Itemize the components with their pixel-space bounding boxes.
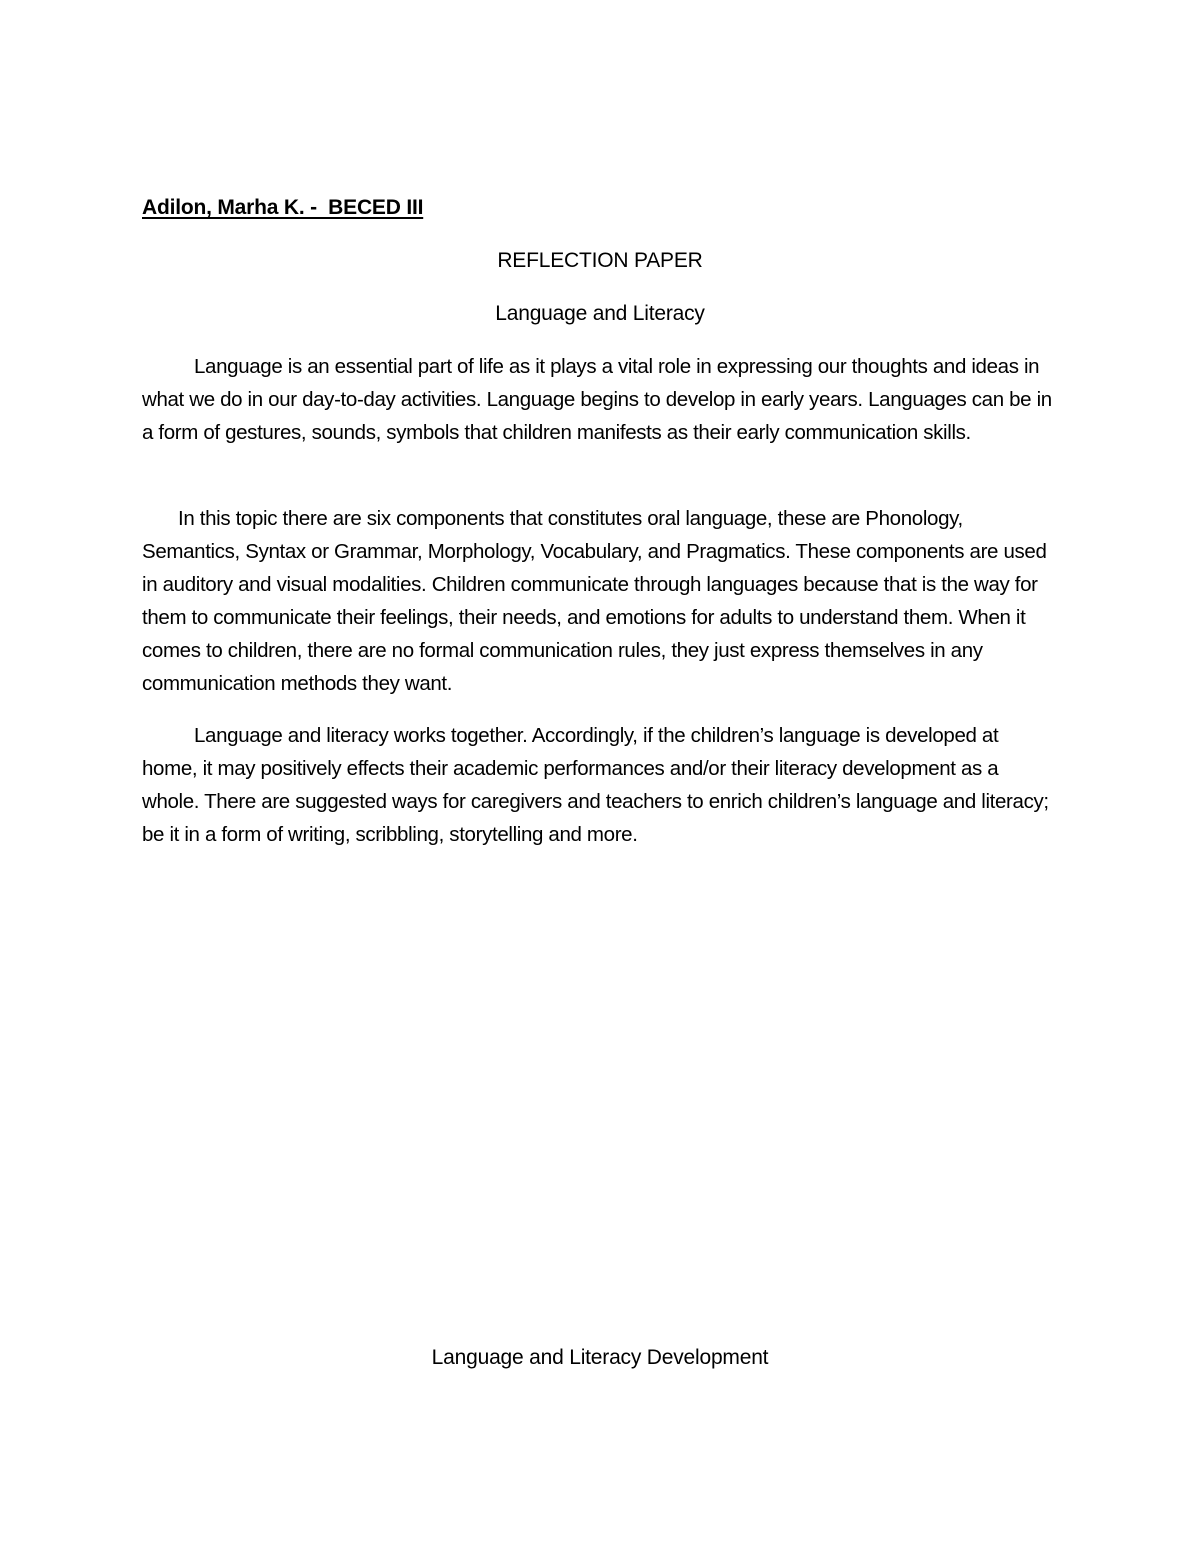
body-paragraph-3: Language and literacy works together. Accordingly, if the children’s language is developed at home, it may positively effects their academic performances and/or their literacy development as a whole. There are suggested ways for caregivers and teachers to enrich children’s language and literacy; be it in a form of writing, scribbling, storytelling and more. [142,724,1049,846]
footer-course-title: Language and Literacy Development [431,1346,769,1369]
topic-heading: Language and Literacy [495,302,705,325]
document-type-heading: REFLECTION PAPER [497,249,703,272]
body-paragraph-2: In this topic there are six components that constitutes oral language, these are Phonology, Semantics, Syntax or Grammar, Morphology, Vocabulary, and Pragmatics. These components are used in auditory and visual modalities. Children communicate through languages because that is the way for them to communicate their feelings, their needs, and emotions for adults to understand them. When it comes to children, there are no formal communication rules, they just express themselves in any communication methods they want. [142,507,1047,695]
body-paragraph-1: Language is an essential part of life as it plays a vital role in expressing our thoughts and ideas in what we do in our day-to-day activities. Language begins to develop in early years. Languages can be in a form of gestures, sounds, symbols that children manifests as their early communication skills. [142,355,1052,444]
author-line: Adilon, Marha K. - BECED III [142,196,424,219]
